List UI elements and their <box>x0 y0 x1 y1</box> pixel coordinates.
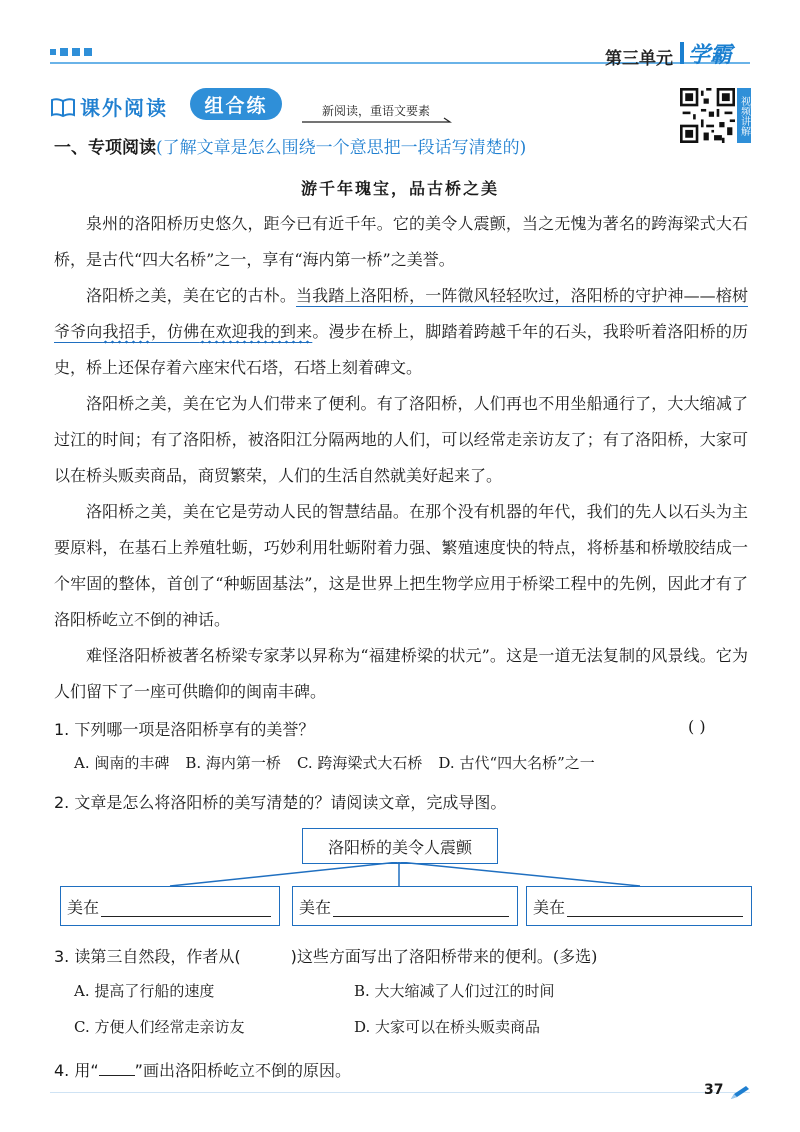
question-1: 1. 下列哪一项是洛阳桥享有的美誉？ <box>54 720 315 739</box>
banner-title: 课外阅读 <box>80 96 168 120</box>
mind-map-branch-2[interactable] <box>292 886 518 926</box>
paragraph-2 <box>54 278 748 386</box>
section-heading-text: 一、专项阅读 <box>54 138 156 158</box>
p2-text-f: 。漫步在桥上，脚踏着跨越千年的石头，我聆听着洛阳桥的历史，桥上还保存着六座宋代石塔，石塔上刻着碑文。 <box>54 322 748 377</box>
brand-bar <box>680 42 684 64</box>
p2-dotted-1: 我招手 <box>102 322 150 344</box>
q4-text-a: 4. 用“ <box>54 1061 99 1080</box>
q3-option-c[interactable]: C. 方便人们经常走亲访友 <box>74 1018 245 1036</box>
pencil-icon <box>728 1084 752 1102</box>
qr-code-icon[interactable] <box>680 88 735 143</box>
footer-divider <box>50 1092 750 1093</box>
section-note: (了解文章是怎么围绕一个意思把一段话写清楚的) <box>156 138 527 158</box>
option-b[interactable]: B. 海内第一桥 <box>185 754 281 772</box>
brand-logo: 学霸 <box>688 43 733 68</box>
question-4 <box>54 1058 351 1081</box>
mind-map-root: 洛阳桥的美令人震颤 <box>302 828 498 864</box>
q3-multi: (多选) <box>552 947 598 966</box>
mind-map-branch-1[interactable] <box>60 886 280 926</box>
p2-text-d: ，仿佛 <box>150 322 200 341</box>
p2-text-a: 洛阳桥之美，美在它的古朴。 <box>86 286 296 305</box>
paragraph-4: 洛阳桥之美，美在它是劳动人民的智慧结晶。在那个没有机器的年代，我们的先人以石头为主要原料，在基石上养殖牡蛎，巧妙利用牡蛎附着力强、繁殖速度快的特点，将桥基和桥墩胶结成一个牢固的整体，首创了“种蛎固基法”，这是世界上把生物学应用于桥梁工程中的先例，因此才有了洛阳桥屹立不倒的神话。 <box>54 502 748 629</box>
paragraph-5: 难怪洛阳桥被著名桥梁专家茅以昇称为“福建桥梁的状元”。这是一道无法复制的风景线。它为人们留下了一座可供瞻仰的闽南丰碑。 <box>54 646 748 701</box>
open-book-icon <box>50 96 76 118</box>
p2-text-b: 当我踏上洛阳桥，一阵微风轻轻吹过，洛阳桥的守护神——榕树爷爷向 <box>54 286 748 341</box>
paragraph-3: 洛阳桥之美，美在它为人们带来了便利。有了洛阳桥，人们再也不用坐船通行了，大大缩减了过江的时间；有了洛阳桥，被洛阳江分隔两地的人们，可以经常走亲访友了；有了洛阳桥，大家可以在桥头贩卖商品，商贸繁荣，人们的生活自然就美好起来了。 <box>54 394 748 485</box>
q4-text-b: ”画出洛阳桥屹立不倒的原因。 <box>134 1061 351 1080</box>
q3-text-a: 3. 读第三自然段，作者从( <box>54 947 241 966</box>
branch-1-prefix: 美在 <box>67 897 100 917</box>
q3-option-b[interactable]: B. 大大缩减了人们过江的时间 <box>354 982 555 1000</box>
article-title: 游千年瑰宝，品古桥之美 <box>300 179 499 198</box>
banner-subtitle: 新阅读，重语文要素 <box>322 104 431 118</box>
q3-option-d[interactable]: D. 大家可以在桥头贩卖商品 <box>354 1018 541 1036</box>
answer-blank-1[interactable]: ( ) <box>688 717 706 736</box>
q3-option-a[interactable]: A. 提高了行船的速度 <box>74 982 215 1000</box>
question-1-options <box>74 752 754 773</box>
question-2: 2. 文章是怎么将洛阳桥的美写清楚的？请阅读文章，完成导图。 <box>54 793 507 812</box>
page-number: 37 <box>704 1082 724 1098</box>
branch-1-blank[interactable] <box>101 896 271 917</box>
question-3 <box>54 944 597 967</box>
option-c[interactable]: C. 跨海梁式大石桥 <box>296 754 423 772</box>
branch-2-prefix: 美在 <box>299 897 332 917</box>
option-a[interactable]: A. 闽南的丰碑 <box>74 754 170 772</box>
arrow-icon <box>300 116 460 126</box>
mind-map-branch-3[interactable] <box>526 886 752 926</box>
mind-map-connectors <box>0 862 800 888</box>
header-decoration <box>50 48 92 56</box>
video-label[interactable]: 视频讲解 <box>737 88 751 143</box>
section-heading <box>54 133 526 158</box>
branch-2-blank[interactable] <box>333 896 509 917</box>
branch-3-blank[interactable] <box>567 896 743 917</box>
q3-text-b: )这些方面写出了洛阳桥带来的便利。 <box>290 947 553 966</box>
branch-3-prefix: 美在 <box>533 897 566 917</box>
option-d[interactable]: D. 古代“四大名桥”之一 <box>438 754 595 772</box>
paragraph-1: 泉州的洛阳桥历史悠久，距今已有近千年。它的美令人震颤，当之无愧为著名的跨海梁式大石桥，是古代“四大名桥”之一，享有“海内第一桥”之美誉。 <box>54 214 748 269</box>
underline-sample <box>99 1061 135 1076</box>
p2-dotted-2: 在欢迎我的到来 <box>199 322 312 344</box>
banner-pill: 组合练 <box>190 88 282 120</box>
unit-label: 第三单元 <box>605 49 673 69</box>
